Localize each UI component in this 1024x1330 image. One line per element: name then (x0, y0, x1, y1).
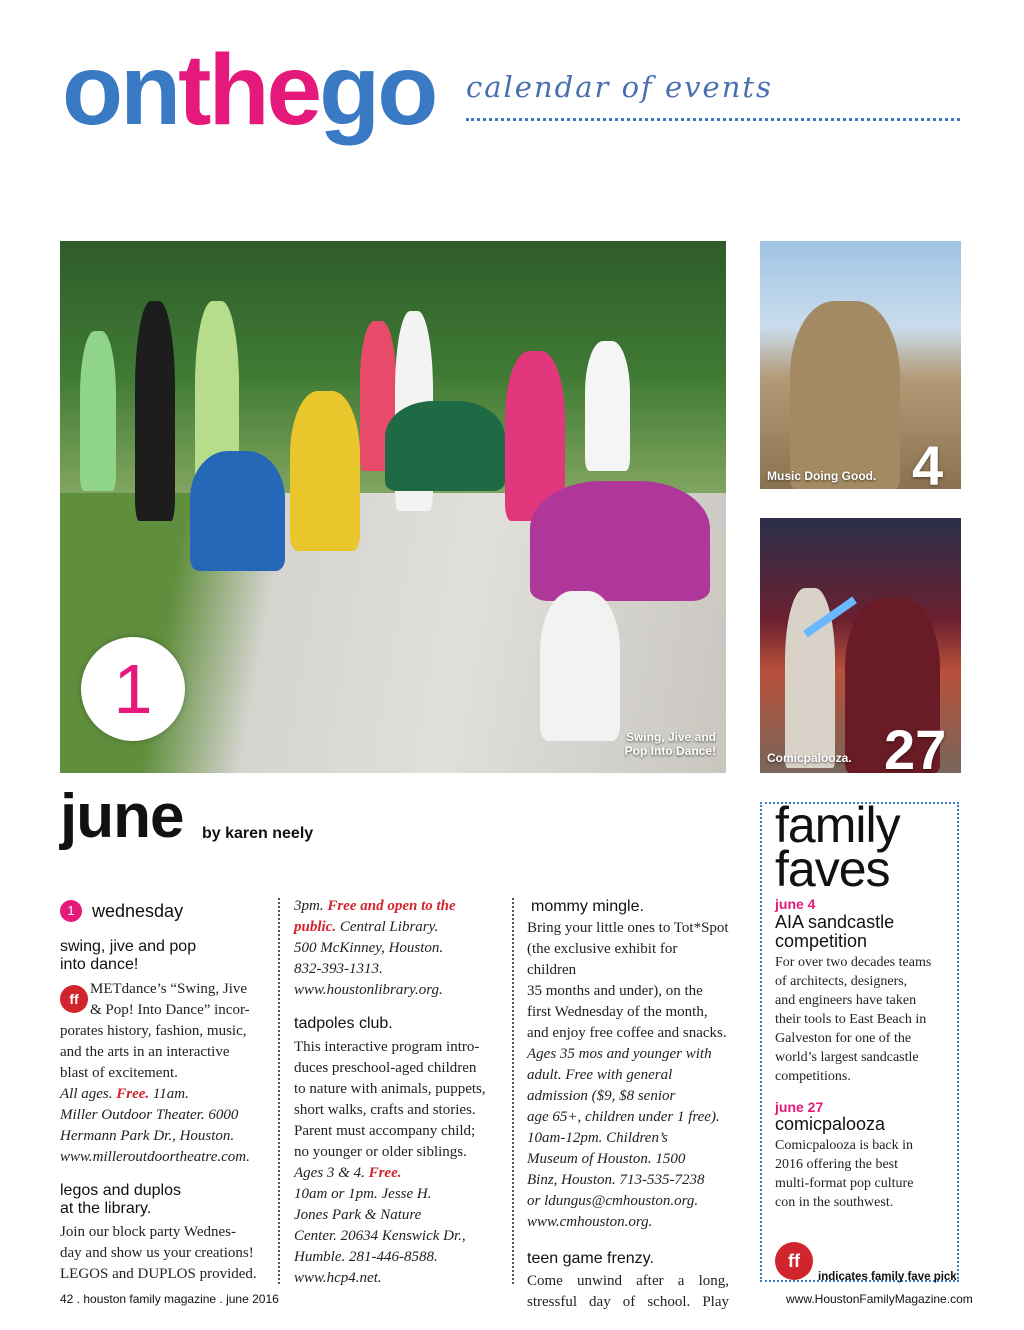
event-title-line: swing, jive and pop (60, 938, 197, 955)
family-fave-icon: ff (60, 985, 88, 1013)
website-link[interactable]: www.hcp4.net. (294, 1270, 382, 1286)
dancer-figure (585, 341, 630, 471)
text-line: For over two decades teams (775, 955, 932, 970)
event-description (294, 1037, 496, 1289)
fave-title-line: AIA sandcastle (775, 912, 895, 932)
address-line: Binz, Houston. 713-535-7238 (527, 1172, 705, 1188)
text-line: LEGOS and DUPLOS provided. (60, 1266, 257, 1282)
fave-description (775, 953, 953, 1086)
event-title-line: into dance! (60, 956, 139, 973)
day-name: wednesday (92, 900, 184, 921)
event-details (60, 1084, 260, 1105)
date-number-27: 27 (884, 718, 947, 773)
ages-text: Ages 3 & 4. (294, 1165, 365, 1181)
section-tagline: calendar of events (466, 70, 773, 104)
text-line: day and show us your creations! (60, 1245, 254, 1261)
text-line: 10am-12pm. Children’s (527, 1130, 668, 1146)
text-line: 35 months and under), on the (527, 983, 703, 999)
venue-text: Central Library. (339, 919, 439, 935)
text-line: Join our block party Wednes- (60, 1224, 236, 1240)
family-fave-legend: indicates family fave pick (818, 1271, 957, 1283)
sand-sculpture-shape (790, 301, 900, 489)
family-faves-title (775, 797, 900, 897)
dancer-figure (540, 591, 620, 741)
text-line: and enjoy free coffee and snacks. (527, 1025, 727, 1041)
text-line: This interactive program intro- (294, 1039, 480, 1055)
text-line: of architects, designers, (775, 974, 908, 989)
text-line: world’s largest sandcastle (775, 1050, 919, 1065)
text-line: Ages 35 mos and younger with (527, 1046, 712, 1062)
text-line: age 65+, children under 1 free). (527, 1109, 720, 1125)
family-fave-item (775, 896, 953, 1212)
dancer-figure (135, 301, 175, 521)
text-line: blast of excitement. (60, 1065, 178, 1081)
text-line: and engineers have taken (775, 993, 917, 1008)
logo-part-on: on (62, 34, 179, 146)
event-title: tadpoles club. (294, 1015, 393, 1032)
text-line: adult. Free with general (527, 1067, 673, 1083)
event-description (60, 1222, 260, 1285)
email-link[interactable]: or ldungus@cmhouston.org. (527, 1193, 699, 1209)
magazine-section-logo (62, 34, 436, 146)
time-text: 10am or 1pm. Jesse H. (294, 1186, 432, 1202)
text-line: (the exclusive exhibit for children (527, 941, 678, 978)
free-label: public. (294, 919, 337, 935)
event-title: mommy mingle. (531, 898, 644, 915)
event-title-line: legos and duplos (60, 1182, 181, 1199)
page-footer-left: 42 . houston family magazine . june 2016 (60, 1292, 279, 1306)
free-label: Free. (116, 1086, 150, 1102)
text-line: competitions. (775, 1069, 851, 1084)
text-line: Galveston for one of the (775, 1031, 912, 1046)
event-description (527, 918, 729, 1233)
event-description (60, 979, 260, 1168)
text-line: their tools to East Beach in (775, 1012, 927, 1027)
text-line: and the arts in an interactive (60, 1044, 230, 1060)
fave-date: june 4 (775, 896, 816, 912)
event-title (60, 1182, 260, 1218)
caption-line: Swing, Jive and (625, 730, 716, 744)
dancer-figure (385, 401, 505, 491)
author-byline: by karen neely (202, 825, 314, 842)
address-line: 500 McKinney, Houston. (294, 940, 444, 956)
text-line: short walks, crafts and stories. (294, 1102, 476, 1118)
text-line: Parent must accompany child; (294, 1123, 476, 1139)
title-line: family (775, 797, 900, 853)
text-line: admission ($9, $8 senior (527, 1088, 676, 1104)
side-photo-caption: Music Doing Good. (767, 469, 877, 483)
address-line: Miller Outdoor Theater. 6000 (60, 1107, 239, 1123)
fave-title (775, 913, 953, 951)
time-text: 3pm. (294, 898, 324, 914)
fave-description (775, 1136, 953, 1212)
text-line: Bring your little ones to Tot*Spot (527, 920, 729, 936)
ages-text: All ages. (60, 1086, 113, 1102)
main-photo-caption (616, 730, 716, 758)
column-divider (512, 898, 514, 1284)
text-line: 2016 offering the best (775, 1157, 898, 1172)
event-title: teen game frenzy. (527, 1250, 654, 1267)
text-line: multi-format pop culture (775, 1176, 914, 1191)
dancer-figure (290, 391, 360, 551)
event-title (60, 938, 260, 974)
header-divider (466, 118, 960, 121)
event-details (294, 1163, 496, 1184)
dancer-figure (530, 481, 710, 601)
events-column-3 (527, 898, 729, 1313)
address-line: Jones Park & Nature (294, 1207, 422, 1223)
date-number-4: 4 (912, 434, 944, 489)
fave-date: june 27 (775, 1099, 824, 1115)
text-line: Comicpalooza is back in (775, 1138, 914, 1153)
address-line: Museum of Houston. 1500 (527, 1151, 686, 1167)
title-line: faves (775, 841, 890, 897)
family-fave-icon: ff (775, 1242, 813, 1280)
events-column-2 (294, 896, 496, 1289)
fave-title-line: competition (775, 931, 868, 951)
caption-line: Pop Into Dance! (624, 744, 716, 758)
text-line: porates history, fashion, music, (60, 1023, 247, 1039)
logo-part-the: the (178, 34, 320, 146)
text-line: METdance’s “Swing, Jive (90, 981, 248, 997)
time-text: 11am. (152, 1086, 189, 1102)
fave-title: comicpalooza (775, 1114, 886, 1134)
text-line: to nature with animals, puppets, (294, 1081, 486, 1097)
logo-part-go: go (319, 34, 436, 146)
column-divider (278, 898, 280, 1284)
text-line (294, 917, 496, 938)
text-line: & Pop! Into Dance” incor- (90, 1002, 250, 1018)
address-line: Hermann Park Dr., Houston. (60, 1128, 235, 1144)
side-photo-caption: Comicpalooza. (767, 751, 852, 765)
event-title-line: at the library. (60, 1200, 152, 1217)
comicpalooza-photo (760, 518, 961, 773)
free-label: Free. (368, 1165, 402, 1181)
text-line (294, 896, 496, 917)
phone-text: 832-393-1313. (294, 961, 383, 977)
website-link[interactable]: www.milleroutdoortheatre.com. (60, 1149, 250, 1165)
dancer-figure (190, 451, 285, 571)
text-line: Come unwind after a long, (527, 1273, 729, 1289)
address-line: Center. 20634 Kenswick Dr., (294, 1228, 466, 1244)
text-line: first Wednesday of the month, (527, 1004, 708, 1020)
day-number-badge: 1 (60, 900, 82, 922)
free-label: Free and open to the (327, 898, 456, 914)
day-header (60, 900, 260, 922)
dancer-figure (80, 331, 116, 491)
text-line: con in the southwest. (775, 1195, 894, 1210)
events-column-1 (60, 900, 260, 1285)
text-line: no younger or older siblings. (294, 1144, 467, 1160)
website-link[interactable]: www.houstonlibrary.org. (294, 982, 443, 998)
text-line: stressful day of school. Play (527, 1294, 729, 1310)
address-line: Humble. 281-446-8588. (294, 1249, 438, 1265)
event-description (527, 1271, 729, 1313)
date-badge-1: 1 (81, 637, 185, 741)
month-heading: june (60, 782, 184, 851)
page-footer-website[interactable]: www.HoustonFamilyMagazine.com (786, 1292, 973, 1306)
sandcastle-photo (760, 241, 961, 489)
website-link[interactable]: www.cmhouston.org. (527, 1214, 653, 1230)
text-line: duces preschool-aged children (294, 1060, 477, 1076)
